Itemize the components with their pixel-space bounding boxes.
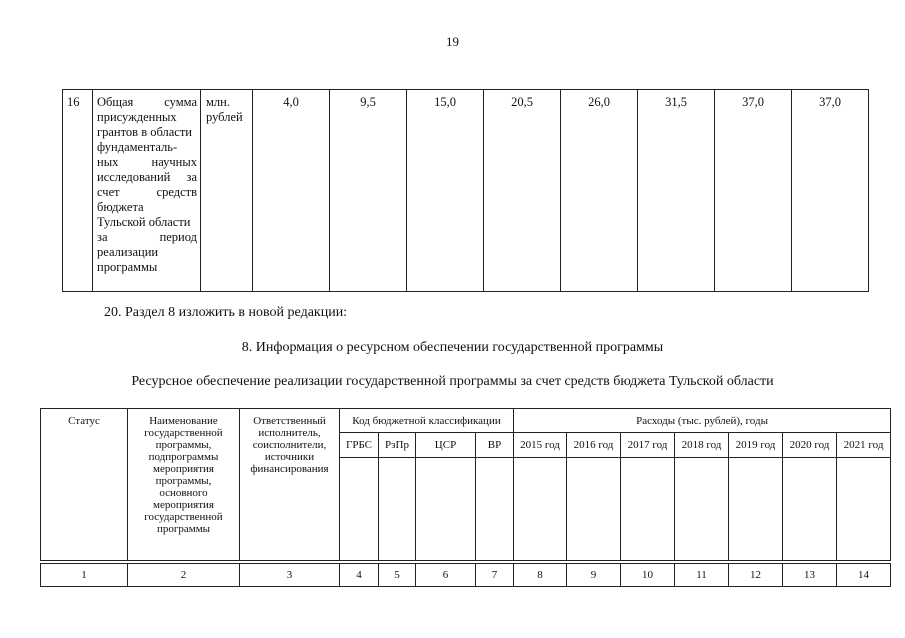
header-line: государственной — [144, 511, 223, 523]
header-line: финансирования — [250, 463, 329, 475]
column-number: 3 — [240, 564, 340, 587]
section-heading: 8. Информация о ресурсном обеспечении государственной программы — [241, 340, 664, 355]
header-responsible — [240, 409, 340, 561]
header-year: 2019 год — [729, 433, 783, 458]
column-number-row — [41, 564, 891, 587]
value-cell: 20,5 — [484, 90, 561, 292]
unit-line: рублей — [206, 110, 243, 124]
header-line: соисполнители, — [252, 439, 327, 451]
column-number: 1 — [41, 564, 128, 587]
name-line: программы — [97, 260, 158, 274]
section-instruction: 20. Раздел 8 изложить в новой редакции: — [104, 305, 348, 320]
header-row — [41, 409, 891, 433]
name-line: Общая сумма — [97, 95, 197, 109]
header-csr: ЦСР — [416, 433, 476, 458]
column-number: 4 — [340, 564, 379, 587]
header-line: Ответственный — [253, 415, 326, 427]
table-caption: Ресурсное обеспечение реализации государственной программы за счет средств бюджета Тульской области — [131, 374, 774, 389]
column-number: 11 — [675, 564, 729, 587]
indicator-name — [93, 90, 201, 292]
page-number: 19 — [446, 34, 459, 49]
row-number: 16 — [63, 90, 93, 292]
header-year: 2015 год — [514, 433, 567, 458]
header-line: государственной — [144, 427, 223, 439]
header-rzpr: РзПр — [379, 433, 416, 458]
column-number: 10 — [621, 564, 675, 587]
header-line: мероприятия — [153, 499, 214, 511]
value-cell: 37,0 — [792, 90, 869, 292]
header-grbs: ГРБС — [340, 433, 379, 458]
table-row — [63, 90, 869, 292]
value-cell: 9,5 — [330, 90, 407, 292]
column-number: 14 — [837, 564, 891, 587]
header-year: 2016 год — [567, 433, 621, 458]
unit-cell — [201, 90, 253, 292]
name-line: присужденных — [97, 110, 177, 124]
header-line: подпрограммы — [148, 451, 219, 463]
name-line: реализации — [97, 245, 159, 259]
column-number: 6 — [416, 564, 476, 587]
column-number: 9 — [567, 564, 621, 587]
header-line: мероприятия — [153, 463, 214, 475]
value-cell: 31,5 — [638, 90, 715, 292]
name-line: ных научных — [97, 155, 197, 169]
column-number: 2 — [128, 564, 240, 587]
header-year: 2017 год — [621, 433, 675, 458]
column-number: 12 — [729, 564, 783, 587]
resource-table — [40, 408, 891, 587]
name-line: грантов в области — [97, 125, 193, 139]
column-number: 7 — [476, 564, 514, 587]
header-status: Статус — [41, 409, 128, 561]
name-line: фундаменталь- — [97, 140, 178, 154]
indicator-table — [62, 89, 869, 292]
name-line: исследований за — [97, 170, 197, 184]
header-line: основного — [159, 487, 208, 499]
value-cell: 26,0 — [561, 90, 638, 292]
header-budget-code: Код бюджетной классификации — [340, 409, 514, 433]
header-line: программы, — [155, 475, 212, 487]
unit-line: млн. — [206, 95, 230, 109]
header-year: 2020 год — [783, 433, 837, 458]
header-line: программы, — [155, 439, 212, 451]
value-cell: 15,0 — [407, 90, 484, 292]
header-year: 2021 год — [837, 433, 891, 458]
header-vr: ВР — [476, 433, 514, 458]
header-name — [128, 409, 240, 561]
name-line: за период — [97, 230, 197, 244]
value-cell: 37,0 — [715, 90, 792, 292]
name-line: счет средств — [97, 185, 197, 199]
column-number: 8 — [514, 564, 567, 587]
header-year: 2018 год — [675, 433, 729, 458]
name-line: Тульской области — [97, 215, 191, 229]
header-line: источники — [264, 451, 315, 463]
header-line: программы — [156, 523, 211, 535]
name-line: бюджета — [97, 200, 144, 214]
column-number: 5 — [379, 564, 416, 587]
value-cell: 4,0 — [253, 90, 330, 292]
header-expenses: Расходы (тыс. рублей), годы — [514, 409, 891, 433]
header-line: Наименование — [149, 415, 218, 427]
header-line: исполнитель, — [258, 427, 321, 439]
column-number: 13 — [783, 564, 837, 587]
